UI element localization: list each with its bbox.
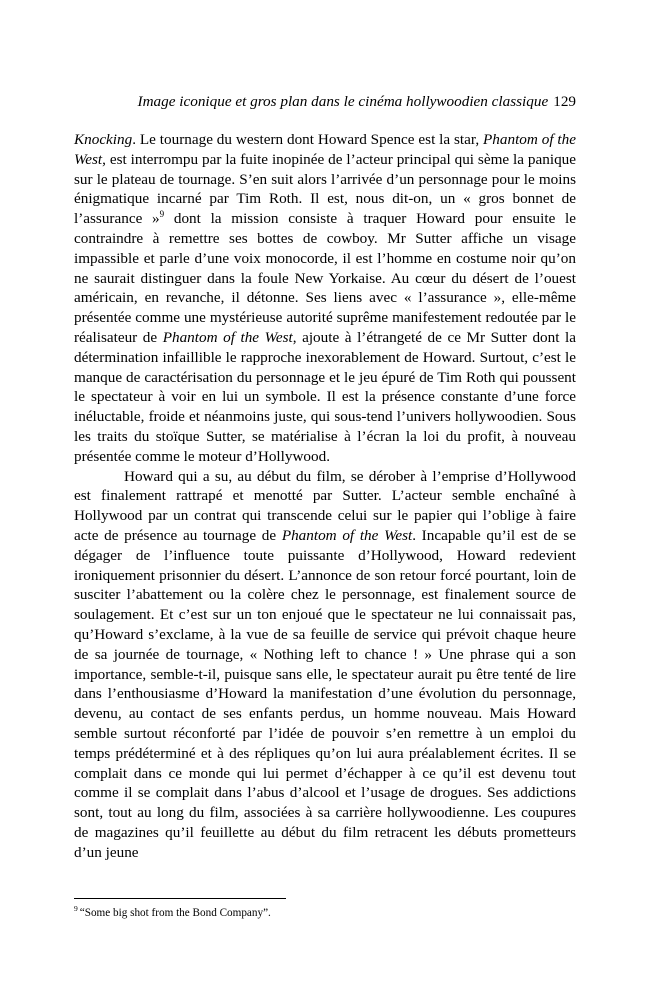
body-text (74, 130, 576, 862)
paragraph-1 (74, 130, 576, 467)
film-title: Phantom of the West (281, 526, 413, 544)
footnote-separator (74, 898, 286, 899)
film-title: Phantom of the West (74, 131, 576, 168)
text-run: , est interrompu par la fuite inopinée de l’acteur principal qui sème la panique sur le plateau de tournage. S’en suit alors l’arrivée d’un personnage pour le moins énigmatique incarné par Tim Roth. Il est, nous dit-on, un « gros bonnet de l’assurance » (74, 150, 576, 228)
paragraph-2 (74, 467, 576, 863)
text-run: . Incapable qu’il est de se dégager de l’influence toute puissante d’Hollywood, Howard redevient ironiquement prisonnier du désert. L’annonce de son retour forcé pourtant, loin de susciter l’abattement ou la colère chez le personnage, est finalement source de soulagement. Et c’est sur un ton enjoué que le spectateur ne lui connaissait pas, qu’Howard s’exclame, à la vue de sa feuille de service qui prévoit chaque heure de sa journée de tournage, « Nothing left to chance ! » Une phrase qui a son importance, semble-t-il, puisque sans elle, le spectateur aurait pu être tenté de lire dans l’enthousiasme d’Howard la manifestation d’une évolution du personnage, devenu, au contact de ses enfants perdus, un homme nouveau. Mais Howard semble surtout réconforté par l’idée de pouvoir s’en remettre à un emploi du temps prédéterminé et à des répliques qu’on lui aura préalablement écrites. Il se complait dans ce monde qui lui permet d’échapper à ce qu’il est devenu tout comme il se complait dans l’abus d’alcool et l’usage de drogues. Ses addictions sont, tout au long du film, associées à sa carrière hollywoodienne. Les coupures de magazines qu’il feuillette au début du film retracent les débuts prometteurs d’un jeune (74, 526, 576, 861)
page-number: 129 (553, 93, 576, 110)
running-header (74, 92, 576, 112)
text-run: . Le tournage du western dont Howard Spence est la star, (132, 131, 484, 148)
film-title: Knocking (74, 131, 133, 148)
footnote (74, 906, 576, 920)
footnote-text: “Some big shot from the Bond Company”. (79, 907, 271, 919)
footnote-reference[interactable]: 9 (159, 209, 165, 220)
text-run: Howard qui a su, au début du film, se dérober à l’emprise d’Hollywood est finalement rattrapé et menotté par Sutter. L’acteur semble enchaîné à Hollywood par un contrat qui transcende celui sur le papier qui l’oblige à faire acte de présence au tournage de (74, 467, 576, 544)
running-header-title: Image iconique et gros plan dans le cinéma hollywoodien classique (137, 93, 549, 110)
text-run: dont la mission consiste à traquer Howard pour ensuite le contraindre à remettre ses bottes de cowboy. Mr Sutter affiche un visage impassible et parle d’une voix monocorde, il est l’homme en costume noir qu’on ne saurait distinguer dans la foule New Yorkaise. Au cœur du désert de l’ouest américain, en revanche, il détonne. Ses liens avec « l’assurance », elle-même présentée comme une mystérieuse autorité suprême manifestement redoutée par le réalisateur de (74, 210, 576, 346)
footnote-marker: 9 (74, 904, 78, 914)
text-run: , ajoute à l’étrangeté de ce Mr Sutter dont la détermination infaillible le rapproche inexorablement de Howard. Surtout, c’est le manque de caractérisation du personnage et le jeu épuré de Tim Roth qui poussent le spectateur à voir en lui un symbole. Il est la présence constante d’une force inéluctable, froide et néanmoins juste, qui sous-tend l’univers hollywoodien. Sous les traits du stoïque Sutter, se matérialise à l’écran la loi du profit, à nouveau présentée comme le moteur d’Hollywood. (74, 328, 576, 465)
film-title: Phantom of the West (162, 328, 293, 346)
